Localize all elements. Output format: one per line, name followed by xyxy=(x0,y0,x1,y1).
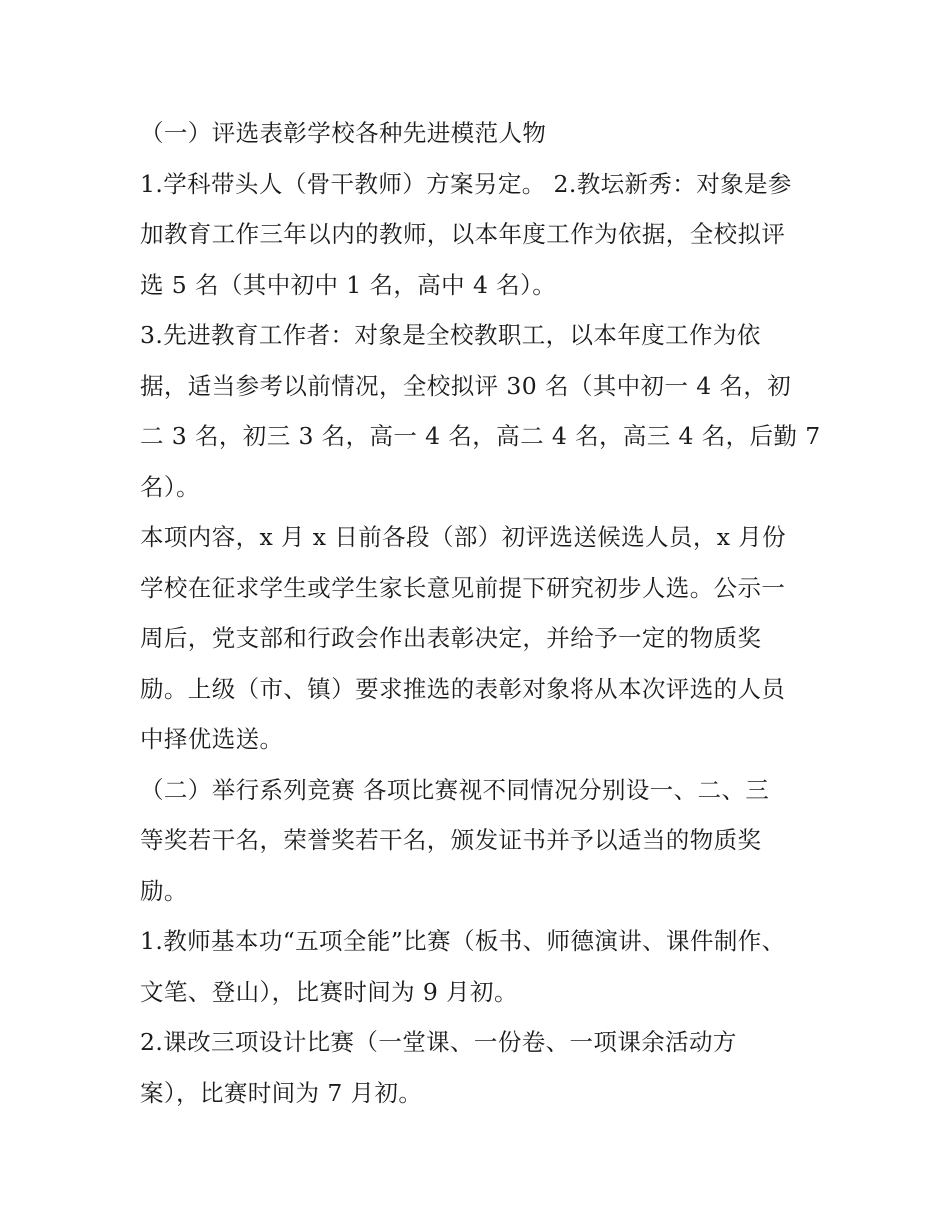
text-line: 选 5 名（其中初中 1 名，高中 4 名）。 xyxy=(140,270,557,299)
document-body xyxy=(140,108,820,1118)
text-line: 2.课改三项设计比赛（一堂课、一份卷、一项课余活动方 xyxy=(140,1028,737,1056)
text-line: （一）评选表彰学校各种先进模范人物 xyxy=(140,119,547,147)
text-line: 周后，党支部和行政会作出表彰决定，并给予一定的物质奖 xyxy=(140,624,762,652)
text-line: 本项内容，x 月 x 日前各段（部）初评选送候选人员，x 月份 xyxy=(140,523,787,551)
text-line: 1.学科带头人（骨干教师）方案另定。 2.教坛新秀：对象是参 xyxy=(140,169,792,198)
text-line: 加教育工作三年以内的教师，以本年度工作为依据，全校拟评 xyxy=(140,220,786,248)
text-line: 名）。 xyxy=(140,472,200,501)
text-line: 1.教师基本功“五项全能”比赛（板书、师德演讲、课件制作、 xyxy=(140,927,786,955)
text-line: 励。上级（市、镇）要求推选的表彰对象将从本次评选的人员 xyxy=(140,674,786,703)
text-line: 据，适当参考以前情况，全校拟评 30 名（其中初一 4 名，初 xyxy=(140,371,792,400)
text-line: 文笔、登山），比赛时间为 9 月初。 xyxy=(140,977,518,1006)
text-line: 学校在征求学生或学生家长意见前提下研究初步人选。公示一 xyxy=(140,573,786,602)
text-line: 励。 xyxy=(140,876,188,905)
text-line: 等奖若干名，荣誉奖若干名，颁发证书并予以适当的物质奖 xyxy=(140,826,762,854)
text-line: （二）举行系列竞赛 各项比赛视不同情况分别设一、二、三 xyxy=(140,775,770,804)
text-line: 案），比赛时间为 7 月初。 xyxy=(140,1078,423,1107)
text-line: 中择优选送。 xyxy=(140,725,284,753)
text-line: 3.先进教育工作者：对象是全校教职工，以本年度工作为依 xyxy=(140,321,761,349)
text-line: 二 3 名，初三 3 名，高一 4 名，高二 4 名，高三 4 名，后勤 7 xyxy=(140,422,821,450)
